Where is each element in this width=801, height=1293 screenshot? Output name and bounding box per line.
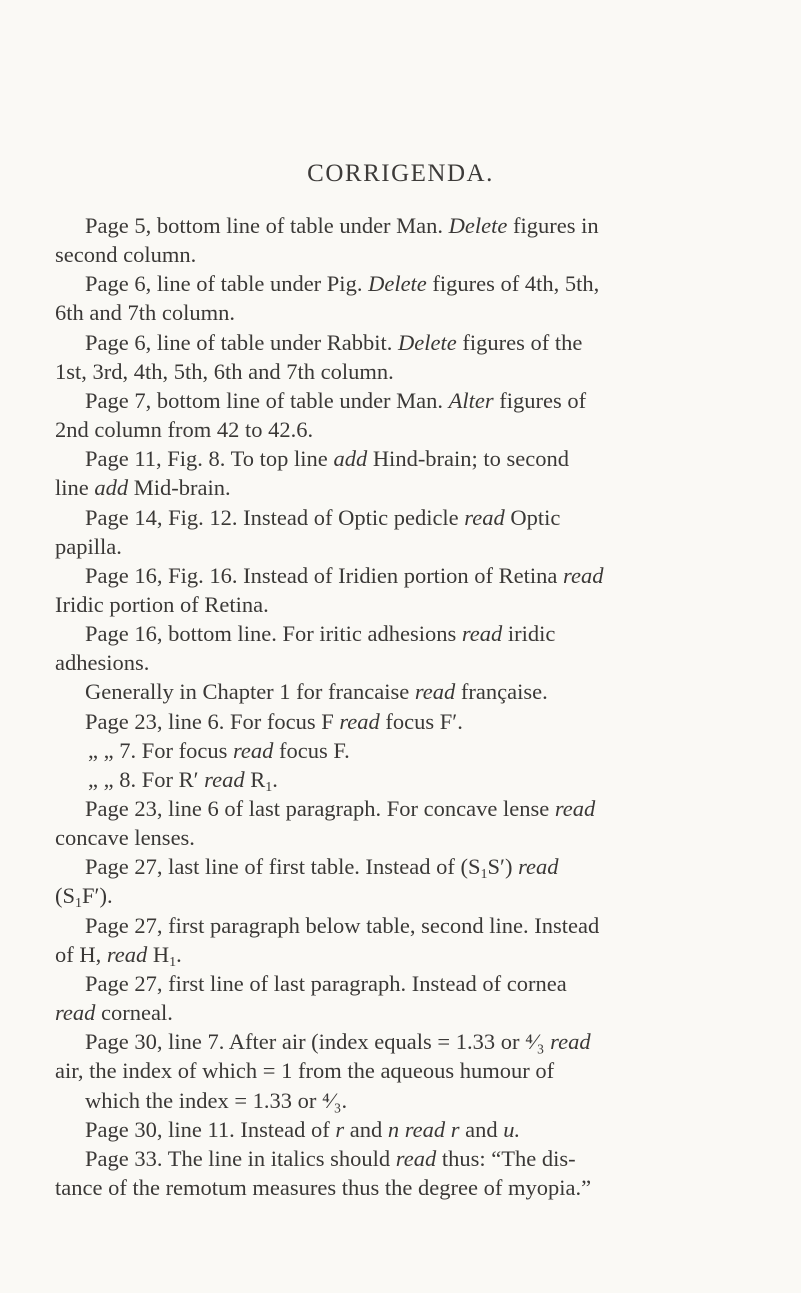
text-line [85, 1028, 591, 1056]
text-line [85, 387, 586, 415]
text-segment: Page 11, Fig. 8. To top line [85, 446, 334, 472]
text-segment: Page 6, line of table under Rabbit. [85, 329, 399, 355]
text-line [55, 474, 231, 502]
text-segment: and [344, 1116, 388, 1142]
italic-text: add [94, 475, 129, 501]
text-segment: concave lenses. [55, 825, 195, 851]
text-line [55, 1174, 591, 1202]
text-line [85, 1145, 576, 1173]
text-segment: Page 6, line of table under Pig. [85, 271, 369, 297]
text-segment: focus F′. [379, 708, 463, 734]
text-segment: and [459, 1116, 504, 1142]
italic-text: read [461, 621, 503, 647]
text-line [55, 416, 313, 444]
text-segment: 2nd column from 42 to 42.6. [55, 417, 314, 443]
italic-text: read [106, 941, 148, 967]
italic-text: read [232, 737, 274, 763]
text-segment: focus F. [273, 737, 350, 763]
text-line [85, 270, 599, 298]
text-segment: figures of 4th, 5th, [426, 271, 600, 297]
text-segment: 1st, 3rd, 4th, 5th, 6th and 7th column. [55, 358, 394, 384]
text-line [55, 358, 394, 386]
text-segment: adhesions. [55, 650, 150, 676]
text-line [85, 912, 599, 940]
text-segment: S′) [487, 854, 519, 880]
text-segment: papilla. [55, 533, 122, 559]
text-segment: corneal. [95, 1000, 173, 1026]
text-segment: „ „ 8. For R′ [88, 766, 205, 792]
text-line [55, 999, 173, 1027]
subscript-text: 1 [169, 954, 177, 970]
text-line [85, 620, 555, 648]
italic-text: read [563, 562, 604, 588]
subscript-text: 1 [265, 779, 273, 795]
text-line [55, 882, 113, 910]
text-segment: Page 30, line 7. After air (index equals = 1.33 or ⁴⁄₃ [85, 1029, 551, 1055]
text-segment: H [147, 941, 170, 967]
text-segment: Page 5, bottom line of table under Man. [85, 213, 449, 238]
text-segment: thus: “The dis- [436, 1145, 576, 1171]
text-segment: line [55, 475, 95, 501]
text-line [88, 737, 350, 765]
text-line [85, 1116, 520, 1144]
subscript-text: 1 [480, 867, 488, 883]
text-line [55, 824, 195, 852]
text-segment: figures in [507, 213, 599, 238]
italic-text: read [550, 1029, 591, 1055]
italic-text: n [387, 1116, 400, 1142]
text-segment: française. [455, 679, 548, 705]
text-segment: Page 33. The line in italics should [85, 1145, 396, 1171]
text-line [88, 766, 278, 794]
italic-text: u. [503, 1116, 521, 1142]
text-line [85, 795, 595, 823]
italic-text: read [464, 504, 505, 530]
text-segment: . [272, 766, 278, 792]
italic-text: read [204, 766, 245, 792]
text-line [85, 212, 599, 240]
page-title: CORRIGENDA. [307, 160, 494, 187]
text-line [85, 329, 582, 357]
italic-text: add [333, 446, 368, 472]
text-line [85, 1087, 347, 1115]
text-segment: Optic [504, 504, 561, 530]
text-segment: second column. [55, 242, 197, 268]
text-segment: Page 27, last line of first table. Instead of (S [85, 854, 481, 880]
text-line [55, 591, 269, 619]
text-line [85, 970, 567, 998]
text-segment: Iridic portion of Retina. [55, 591, 269, 617]
text-segment: . [176, 941, 182, 967]
text-segment: 6th and 7th column. [55, 300, 235, 326]
text-segment: Hind-brain; to second [367, 446, 570, 472]
italic-text: read [414, 679, 456, 705]
text-line [55, 941, 182, 969]
text-segment: figures of the [456, 329, 583, 355]
italic-text: Delete [448, 213, 508, 238]
text-segment: Page 16, bottom line. For iritic adhesions [85, 621, 462, 647]
text-segment: Page 23, line 6. For focus F [85, 708, 340, 734]
italic-text: read [518, 854, 559, 880]
italic-text: r [335, 1116, 345, 1142]
italic-text: read [339, 708, 380, 734]
text-line [55, 299, 235, 327]
text-segment: Mid-brain. [128, 475, 231, 501]
text-line [85, 562, 603, 590]
text-segment: Page 23, line 6 of last paragraph. For concave lense [85, 796, 555, 821]
text-line [85, 445, 569, 473]
italic-text: read r [399, 1116, 460, 1142]
text-segment: R [244, 766, 266, 792]
text-segment: Page 30, line 11. Instead of [85, 1116, 336, 1142]
text-line [55, 1057, 554, 1085]
italic-text: read [395, 1145, 437, 1171]
text-line [55, 649, 149, 677]
text-segment: of H, [55, 941, 107, 967]
text-line [55, 533, 122, 561]
text-segment: Page 27, first paragraph below table, second line. Instead [85, 912, 600, 938]
text-segment: which the index = 1.33 or ⁴⁄₃. [85, 1087, 348, 1113]
text-segment: Page 14, Fig. 12. Instead of Optic pedicle [85, 504, 465, 530]
text-line [85, 708, 463, 736]
text-segment: figures of [493, 387, 587, 413]
text-segment: Page 27, first line of last paragraph. Instead of cornea [85, 970, 567, 996]
text-line [85, 678, 548, 706]
text-line [85, 853, 559, 881]
text-segment: tance of the remotum measures thus the degree of myopia.” [55, 1174, 592, 1200]
text-segment: „ „ 7. For focus [88, 737, 233, 763]
text-segment: Page 7, bottom line of table under Man. [85, 387, 449, 413]
italic-text: Delete [368, 271, 427, 297]
text-segment: iridic [502, 621, 556, 647]
subscript-text: 1 [75, 896, 83, 912]
text-line [85, 504, 560, 532]
italic-text: read [554, 796, 596, 821]
text-segment: Page 16, Fig. 16. Instead of Iridien portion of Retina [85, 562, 564, 588]
text-segment: Generally in Chapter 1 for francaise [85, 679, 415, 705]
italic-text: read [55, 1000, 96, 1026]
italic-text: Alter [448, 387, 494, 413]
text-segment: F′). [82, 883, 113, 909]
italic-text: Delete [398, 329, 457, 355]
text-line [55, 241, 196, 269]
text-segment: (S [55, 883, 76, 909]
text-segment: air, the index of which = 1 from the aqueous humour of [55, 1058, 555, 1084]
